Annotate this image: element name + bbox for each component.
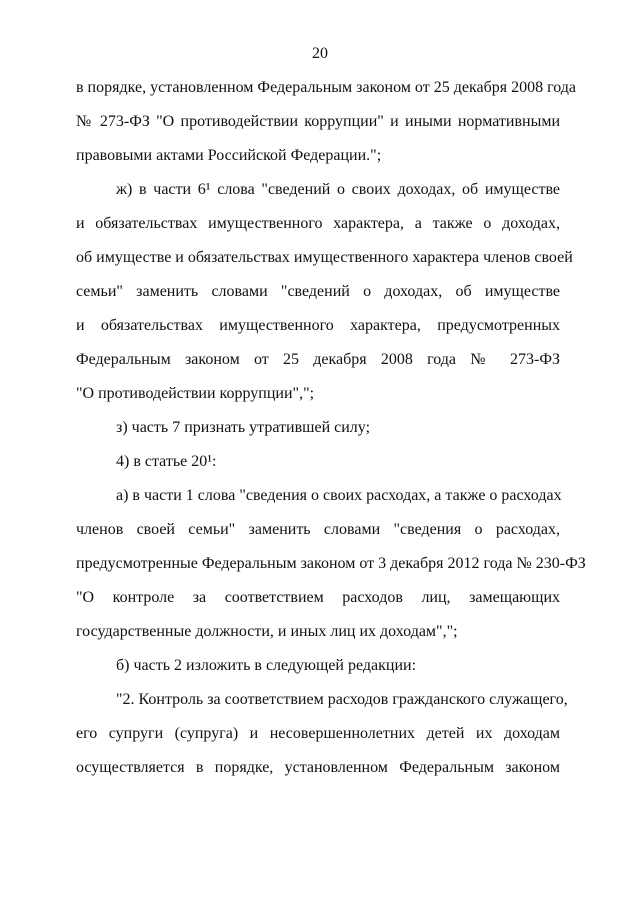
text-line: членов своей семьи" заменить словами "сведения о расходах, <box>76 521 560 538</box>
text-line: ж) в части 6¹ слова "сведений о своих доходах, об имуществе <box>116 181 560 198</box>
text-line: а) в части 1 слова "сведения о своих расходах, а также о расходах <box>116 487 562 504</box>
text-line: семьи" заменить словами "сведений о доходах, об имуществе <box>76 283 560 300</box>
page-number: 20 <box>312 45 328 62</box>
text-line: и обязательствах имущественного характера, предусмотренных <box>76 317 560 334</box>
text-line: "О контроле за соответствием расходов лиц, замещающих <box>76 589 560 606</box>
text-line: "О противодействии коррупции","; <box>76 385 315 402</box>
text-line: его супруги (супруга) и несовершеннолетних детей их доходам <box>76 725 560 742</box>
text-line: з) часть 7 признать утратившей силу; <box>116 419 371 436</box>
text-line: осуществляется в порядке, установленном Федеральным законом <box>76 759 560 776</box>
text-line: государственные должности, и иных лиц их доходам","; <box>76 623 458 640</box>
text-line: Федеральным законом от 25 декабря 2008 года № 273-ФЗ <box>76 351 560 368</box>
text-line: об имуществе и обязательствах имущественного характера членов своей <box>76 249 573 266</box>
text-line: и обязательствах имущественного характера, а также о доходах, <box>76 215 560 232</box>
text-line: 4) в статье 20¹: <box>116 453 217 470</box>
text-line: предусмотренные Федеральным законом от 3 декабря 2012 года № 230-ФЗ <box>76 555 586 572</box>
text-line: № 273-ФЗ "О противодействии коррупции" и иными нормативными <box>76 113 560 130</box>
document-body <box>76 76 586 790</box>
text-line: правовыми актами Российской Федерации."; <box>76 147 382 164</box>
text-line: б) часть 2 изложить в следующей редакции: <box>116 657 417 674</box>
text-line: "2. Контроль за соответствием расходов гражданского служащего, <box>116 691 568 708</box>
text-line: в порядке, установленном Федеральным законом от 25 декабря 2008 года <box>76 79 577 96</box>
